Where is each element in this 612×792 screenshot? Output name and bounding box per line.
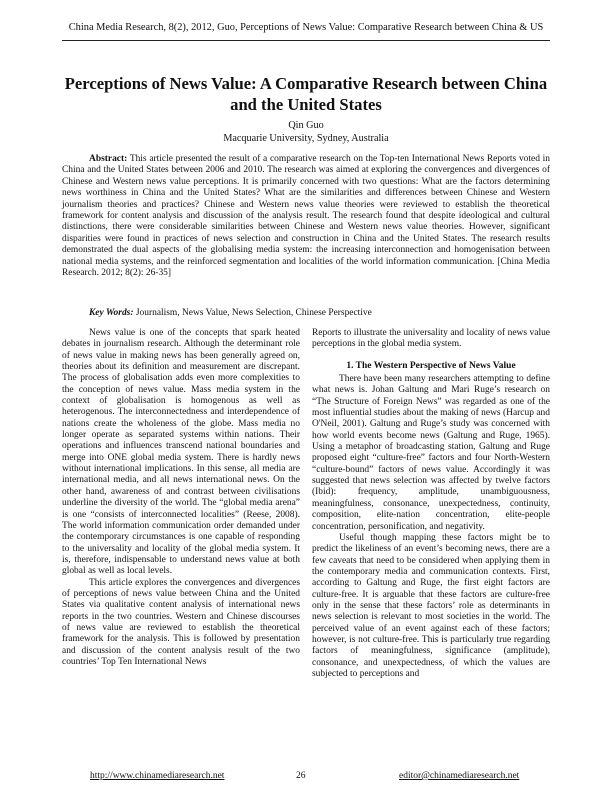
journal-website-link[interactable]: http://www.chinamediaresearch.net — [90, 771, 225, 781]
left-column — [62, 328, 300, 668]
author-affiliation: Macquarie University, Sydney, Australia — [223, 133, 389, 144]
keywords-label: Key Words: — [89, 308, 134, 318]
body-paragraph: Reports to illustrate the universality and locality of news value perceptions in the global media system. — [312, 328, 550, 350]
article-title: Perceptions of News Value: A Comparative Research between China and the United States — [64, 74, 548, 114]
body-paragraph: There have been many researchers attempting to define what news is. Johan Galtung and Mari Ruge’s research on “The Structure of Foreign News” was regarded as one of the most influential studies about the making of news (Harcup and O'Neil, 2001). Galtung and Ruge’s study was concerned with how world events become news (Galtung and Ruge, 1965). Using a metaphor of broadcasting station, Galtung and Ruge proposed eight “culture-free” factors and four North-Western “culture-bound” factors of news value. Accordingly it was suggested that news selection was affected by twelve factors (Ibid): frequency, amplitude, unambiguousness, meaningfulness, consonance, unexpectedness, continuity, composition, elite-nation concentration, elite-people concentration, personification, and negativity. — [312, 374, 550, 532]
abstract-text: This article presented the result of a comparative research on the Top-ten International News Reports voted in China and the United States between 2006 and 2010. The research was aimed at exploring the convergences and divergences of Chinese and Western news value perceptions. It is primarily concerned with two questions: What are the factors determining news worthiness in China and the United States? What are the similarities and differences between Chinese and Western journalism theories and practices? Chinese and Western news value theories were reviewed to establish the theoretical framework for content analysis and discussion of the analysis result. The research found that despite ideological and cultural distinctions, there were considerable similarities between Chinese and Western news value theories. However, significant disparities were found in practices of news selection and construction in China and the United States. The research results demonstrated the dual aspects of the globalising media system: the increasing interconnection and homogenisation between national media systems, and the reinforced segmentation and localities of the world information communication. [China Media Research. 2012; 8(2): 26-35] — [62, 154, 550, 279]
running-head: China Media Research, 8(2), 2012, Guo, Perceptions of News Value: Comparative Research between China & US — [68, 22, 544, 33]
right-column — [312, 328, 550, 680]
body-paragraph: This article explores the convergences and divergences of perceptions of news value between China and the United States via qualitative content analysis of international news reports in the two countries. Western and Chinese discourses of news value are reviewed to establish the theoretical framework for the analysis. This is followed by presentation and discussion of the content analysis result of the two countries’ Top Ten International News — [62, 577, 300, 667]
editor-email-link[interactable]: editor@chinamediaresearch.net — [399, 771, 520, 781]
section-heading: 1. The Western Perspective of News Value — [346, 360, 516, 371]
abstract — [62, 154, 550, 279]
body-paragraph: News value is one of the concepts that spark heated debates in journalism research. Although the determinant role of news value in making news has been generally agreed on, theories about its definition and measurement are discrepant. The process of globalisation adds even more complexities to the conception of news value. Mass media system in the context of globalisation is homogenous as well as heterogenous. The interconnectedness and interdependence of nations create the wholeness of the globe. Mass media no longer operate as separated systems within nations. Their operations and influences transcend national boundaries and merge into ONE global media system. There is hardly news without international implications. In this sense, all media are international media, and all news international news. On the other hand, awareness of and contrast between civilisations underline the diversity of the world. The “global media arena” is one “consists of interconnected localities” (Reese, 2008). The world information communication order demanded under the contemporary circumstances is one capable of responding to the universality and locality of the global media system. It is, therefore, indispensable to understand news value at both global as well as local levels. — [62, 328, 300, 577]
page-number: 26 — [296, 771, 306, 781]
abstract-label: Abstract: — [89, 154, 128, 164]
author-name: Qin Guo — [288, 120, 324, 131]
keywords — [89, 308, 550, 319]
header-rule — [62, 40, 550, 41]
body-paragraph: Useful though mapping these factors might be to predict the likeliness of an event’s becoming news, there are a few caveats that need to be considered when applying them in the contemporary media and communication contexts. First, according to Galtung and Ruge, the first eight factors are culture-free. It is arguable that these factors are culture-free only in the sense that these factors’ role as determinants in news selection is relevant to most societies in the world. The perceived value of an event against each of these factors; however, is not culture-free. This is particularly true regarding factors of meaningfulness, significance (amplitude), consonance, and unexpectedness, of which the values are subjected to perceptions and — [312, 532, 550, 679]
keywords-text: Journalism, News Value, News Selection, Chinese Perspective — [133, 308, 372, 318]
